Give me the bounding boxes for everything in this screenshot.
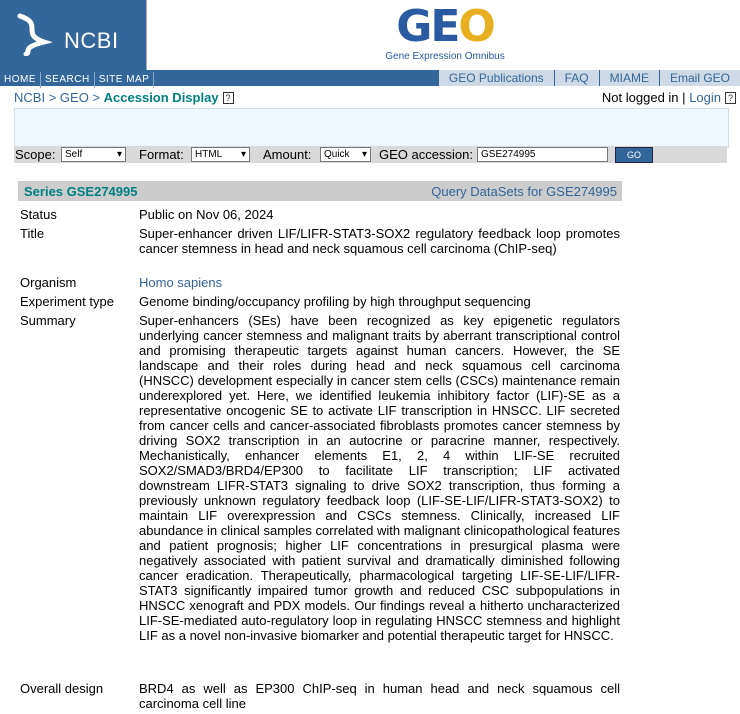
nav-home[interactable]: HOME — [0, 72, 41, 88]
geo-logo[interactable] — [380, 1, 510, 66]
format-select[interactable]: HTML ▾ — [191, 147, 250, 162]
row-value: Genome binding/occupancy profiling by high throughput sequencing — [139, 294, 531, 309]
accession-controls — [14, 146, 727, 163]
row-key: Experiment type — [20, 294, 114, 309]
row-value: Public on Nov 06, 2024 — [139, 207, 274, 222]
ncbi-logo[interactable] — [0, 0, 147, 70]
nav-geo-publications[interactable]: GEO Publications — [438, 70, 554, 86]
scope-label: Scope: — [15, 147, 56, 162]
row-key: Summary — [20, 313, 76, 328]
amount-select[interactable]: Quick ▾ — [320, 147, 371, 162]
breadcrumb-current: Accession Display — [103, 90, 219, 105]
amount-label: Amount: — [263, 147, 312, 162]
nav-search[interactable]: SEARCH — [41, 72, 95, 88]
breadcrumb-ncbi[interactable]: NCBI — [14, 90, 46, 105]
help-icon[interactable]: ? — [223, 92, 234, 104]
series-id: Series GSE274995 — [24, 184, 138, 199]
breadcrumb — [14, 90, 234, 105]
row-key: Title — [20, 226, 45, 241]
help-icon[interactable]: ? — [725, 92, 736, 104]
geo-wordmark: GEO — [396, 1, 494, 52]
breadcrumb-geo[interactable]: GEO — [59, 90, 89, 105]
accession-label: GEO accession: — [379, 147, 473, 162]
login-status-text: Not logged in — [601, 90, 679, 105]
dna-helix-icon — [12, 12, 52, 56]
nav-site-map[interactable]: SITE MAP — [95, 72, 155, 88]
nav-faq[interactable]: FAQ — [554, 70, 599, 86]
breadcrumb-sep: > — [92, 90, 101, 105]
row-value: Super-enhancers (SEs) have been recognized as key epigenetic regulators underlying cancer stemness and malignant traits by aberrant transcriptional control and promising therapeutic targets against human cancers. However, the SE landscape and their roles during head and neck squamous cell carcinoma (HNSCC) development especially in cancer stem cells (CSCs) maintenance remain underexplored yet. Here, we identified leukemia inhibitory factor (LIF)-SE as a representative oncogenic SE to activate LIF transcription in HNSCC. LIF secreted from cancer cells and cancer-associated fibroblasts promotes cancer stemness by driving SOX2 transcription in an autocrine or paracrine manner, respectively. Mechanistically, enhancer elements E1, 2, 4 within LIF-SE recruited SOX2/SMAD3/BRD4/EP300 to facilitate LIF transcription; LIF activated downstream LIFR-STAT3 signaling to drive SOX2 transcription, thus forming a previously unknown regulatory feedback loop (LIF-SE-LIF/LIFR-STAT3-SOX2) to maintain LIF overexpression and CSCs stemness. Clinically, increased LIF abundance in clinical samples correlated with malignant clinicopathological features and patient prognosis; higher LIF concentrations in presurgical plasma were negatively associated with patient survival and dramatically diminished following cancer eradication. Therapeutically, pharmacological targeting LIF-SE-LIF/LIFR-STAT3 significantly impaired tumor growth and reduced CSC subpopulations in HNSCC xenograft and PDX models. Our findings reveal a hitherto uncharacterized LIF-SE-mediated auto-regulatory loop in regulating HNSCC stemness and highlight LIF as a novel non-invasive biomarker and potential therapeutic target for HNSCC. — [139, 313, 620, 643]
row-key: Status — [20, 207, 57, 222]
nav-email-geo[interactable]: Email GEO — [659, 70, 740, 86]
row-value: BRD4 as well as EP300 ChIP-seq in human head and neck squamous cell carcinoma cell line — [139, 681, 620, 711]
geo-subtitle: Gene Expression Omnibus — [385, 51, 505, 62]
row-key: Organism — [20, 275, 77, 290]
row-key: Overall design — [20, 681, 104, 696]
breadcrumb-sep: > — [48, 90, 57, 105]
top-navbar — [0, 70, 740, 86]
accession-input[interactable]: GSE274995 — [477, 147, 608, 162]
scope-select[interactable]: Self ▾ — [61, 147, 126, 162]
query-datasets-link[interactable]: Query DataSets for GSE274995 — [431, 184, 617, 199]
banner-area — [14, 108, 729, 148]
go-button[interactable]: GO — [615, 147, 653, 163]
login-status — [602, 90, 736, 105]
nav-miame[interactable]: MIAME — [599, 70, 659, 86]
login-sep: | — [682, 90, 686, 105]
login-link[interactable]: Login — [689, 90, 721, 105]
ncbi-label: NCBI — [64, 28, 119, 53]
row-value: Super-enhancer driven LIF/LIFR-STAT3-SOX2 regulatory feedback loop promotes cancer stemness in head and neck squamous cell carcinoma (ChIP-seq) — [139, 226, 620, 256]
series-header — [18, 181, 622, 201]
organism-link[interactable]: Homo sapiens — [139, 275, 223, 290]
format-label: Format: — [139, 147, 184, 162]
